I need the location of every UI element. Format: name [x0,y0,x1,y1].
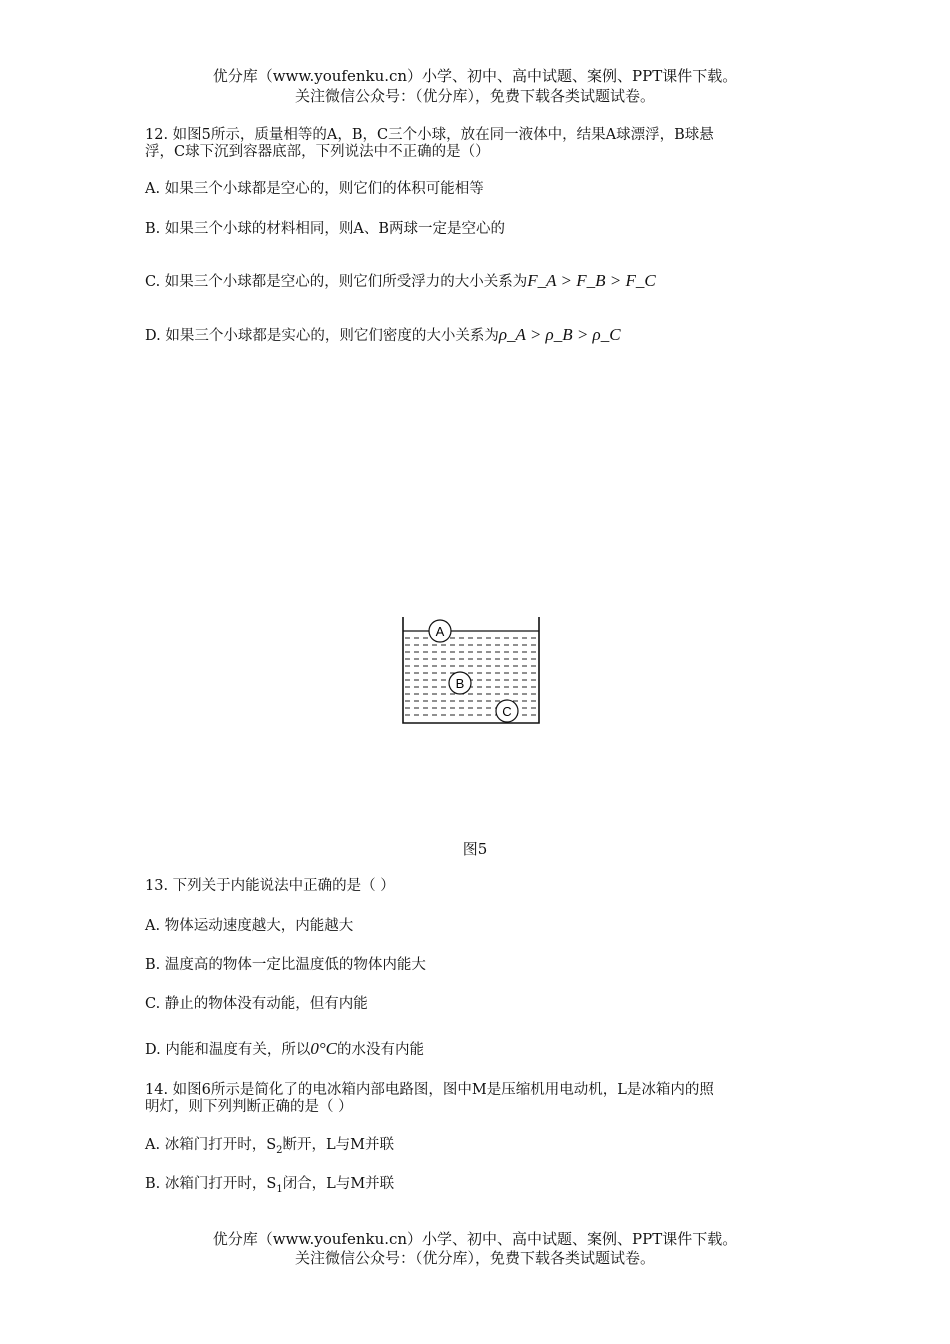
q14-option-a-text-post: 断开，L与M并联 [282,1137,394,1153]
q14-stem-line-1: 14. 如图6所示是简化了的电冰箱内部电路图，图中M是压缩机用电动机，L是冰箱内的照 [145,1082,714,1098]
q14-option-b-subscript: 1 [276,1183,283,1195]
q12-option-c-formula: F_A > F_B > F_C [527,271,656,290]
figure-5-caption: 图5 [462,840,488,858]
q14-option-b [145,1175,810,1199]
container-walls [403,617,539,723]
q13-option-d [145,1040,810,1059]
q12-stem-line-2: 浮，C球下沉到容器底部，下列说法中不正确的是（） [145,144,490,160]
q12-option-d-formula: ρ_A > ρ_B > ρ_C [498,325,621,344]
q12-option-b: B. 如果三个小球的材料相同，则A、B两球一定是空心的 [145,221,505,237]
q12-option-c-text: C. 如果三个小球都是空心的，则它们所受浮力的大小关系为 [145,274,528,290]
figure-5-container-diagram [398,612,546,732]
q14-option-b-text-pre: B. 冰箱门打开时，S [145,1176,277,1192]
q13-option-a: A. 物体运动速度越大，内能越大 [145,918,354,934]
q12-option-c [145,272,810,291]
ball-c-label: C [502,704,512,719]
ball-a-label: A [435,624,445,639]
q14-option-a-text-pre: A. 冰箱门打开时，S [145,1137,277,1153]
q13-option-b: B. 温度高的物体一定比温度低的物体内能大 [145,957,426,973]
header-line-1: 优分库（www.youfenku.cn）小学、初中、高中试题、案例、PPT课件下载。 [212,67,738,85]
footer-line-2: 关注微信公众号：（优分库），免费下载各类试题试卷。 [294,1249,655,1267]
q13-stem: 13. 下列关于内能说法中正确的是（ ） [145,878,395,894]
header-line-2: 关注微信公众号：（优分库），免费下载各类试题试卷。 [294,87,655,105]
q13-option-c: C. 静止的物体没有动能，但有内能 [145,996,368,1012]
ball-b-label: B [455,676,465,691]
q14-stem-line-2: 明灯，则下列判断正确的是（ ） [145,1099,353,1115]
q13-option-d-text-pre: D. 内能和温度有关，所以 [145,1042,311,1058]
q14-option-a-subscript: 2 [276,1144,283,1156]
q14-option-b-text-post: 闭合，L与M并联 [282,1176,395,1192]
q13-option-d-formula: 0°C [310,1039,337,1058]
q12-option-d [145,326,810,345]
q12-option-a: A. 如果三个小球都是空心的，则它们的体积可能相等 [145,181,484,197]
q14-option-a [145,1136,810,1160]
q12-option-d-text: D. 如果三个小球都是实心的，则它们密度的大小关系为 [145,328,499,344]
q13-option-d-text-post: 的水没有内能 [336,1042,424,1058]
footer-line-1: 优分库（www.youfenku.cn）小学、初中、高中试题、案例、PPT课件下载。 [212,1230,738,1248]
liquid-dashes [405,638,537,715]
q12-stem-line-1: 12. 如图5所示，质量相等的A，B，C三个小球，放在同一液体中，结果A球漂浮，B球悬 [145,127,714,143]
